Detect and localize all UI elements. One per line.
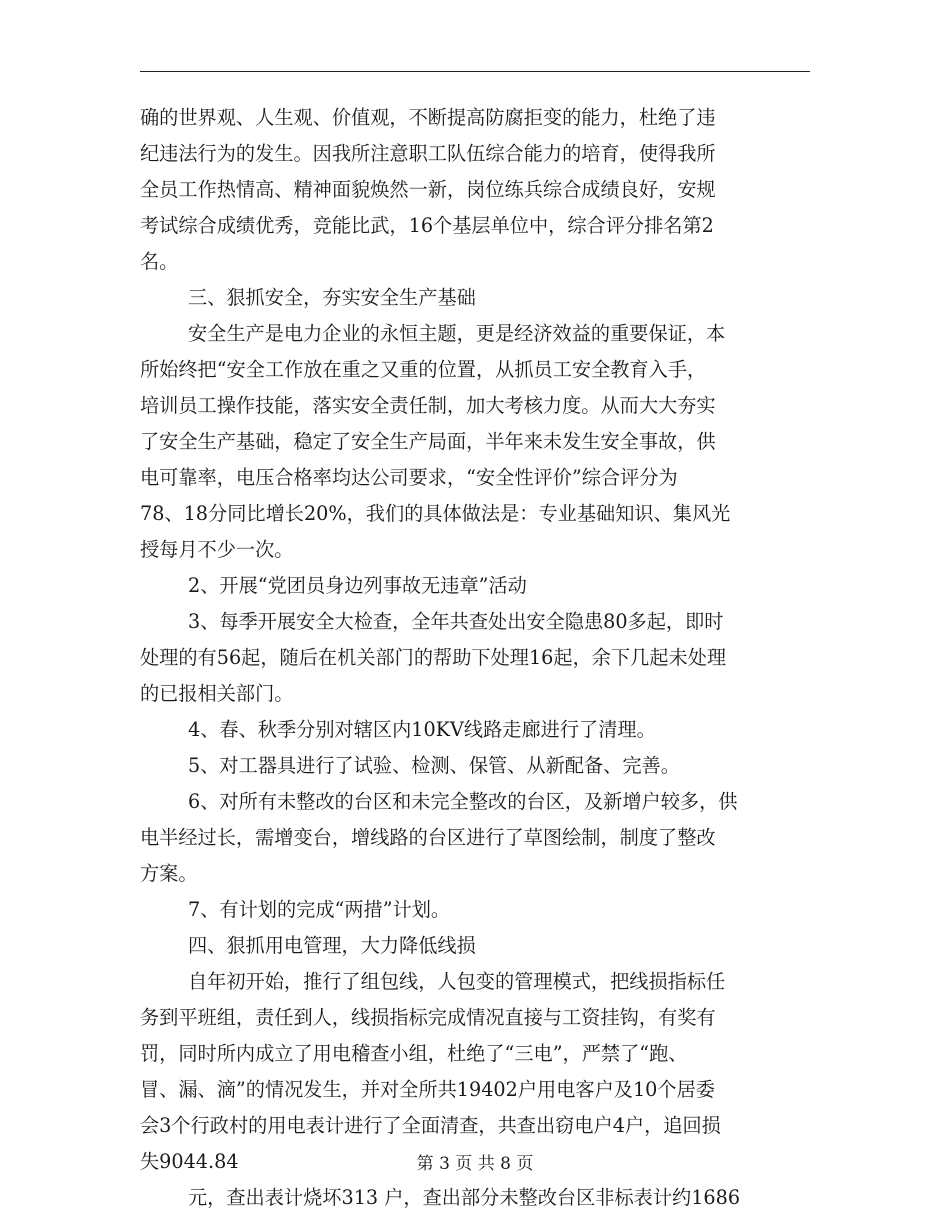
- text-line: 纪违法行为的发生。因我所注意职工队伍综合能力的培育，使得我所: [140, 142, 716, 165]
- text-line: 四、狠抓用电管理，大力降低线损: [188, 934, 476, 957]
- text-line: 的已报相关部门。: [140, 682, 294, 705]
- text-line: 三、狠抓安全，夯实安全生产基础: [188, 286, 476, 309]
- text-line: 电可靠率，电压合格率均达公司要求，“安全性评价”综合评分为: [140, 466, 678, 489]
- text-line: 确的世界观、人生观、价值观，不断提高防腐拒变的能力，杜绝了违: [140, 106, 716, 129]
- text-line: 3、每季开展安全大检查，全年共查处出安全隐患80多起，即时: [188, 610, 724, 633]
- text-line: 电半经过长，需增变台，增线路的台区进行了草图绘制，制度了整改: [140, 826, 716, 849]
- text-line: 会3个行政村的用电表计进行了全面清查，共查出窃电户4户，追回损: [140, 1114, 721, 1137]
- text-line: 自年初开始，推行了组包线，人包变的管理模式，把线损指标任: [188, 970, 726, 993]
- text-line: 考试综合成绩优秀，竞能比武，16个基层单位中，综合评分排名第2: [140, 214, 714, 237]
- text-line: 7、有计划的完成“两措”计划。: [188, 898, 451, 921]
- text-line: 方案。: [140, 862, 198, 885]
- text-line: 失9044.84: [140, 1150, 239, 1173]
- text-line: 授每月不少一次。: [140, 538, 294, 561]
- text-line: 了安全生产基础，稳定了安全生产局面，半年来未发生安全事故，供: [140, 430, 716, 453]
- text-line: 培训员工操作技能，落实安全责任制，加大考核力度。从而大大夯实: [140, 394, 716, 417]
- text-line: 元，查出表计烧坏313 户，查出部分未整改台区非标表计约1686: [188, 1186, 741, 1209]
- document-body: [140, 100, 810, 1216]
- text-line: 安全生产是电力企业的永恒主题，更是经济效益的重要保证，本: [188, 322, 726, 345]
- text-line: 78、18分同比增长20%，我们的具体做法是：专业基础知识、集风光: [140, 502, 731, 525]
- page-footer: 第 3 页 共 8 页: [416, 1154, 534, 1174]
- text-line: 5、对工器具进行了试验、检测、保管、从新配备、完善。: [188, 754, 680, 777]
- text-line: 名。: [140, 250, 179, 273]
- text-line: 冒、漏、滴”的情况发生，并对全所共19402户用电客户及10个居委: [140, 1078, 715, 1101]
- text-line: 6、对所有未整改的台区和未完全整改的台区，及新增户较多，供: [188, 790, 738, 813]
- text-line: 务到平班组，责任到人，线损指标完成情况直接与工资挂钩，有奖有: [140, 1006, 716, 1029]
- text-line: 处理的有56起，随后在机关部门的帮助下处理16起，余下几起未处理: [140, 646, 727, 669]
- text-line: 所始终把“安全工作放在重之又重的位置，从抓员工安全教育入手，: [140, 358, 707, 381]
- text-line: 全员工作热情高、精神面貌焕然一新，岗位练兵综合成绩良好，安规: [140, 178, 716, 201]
- header-rule: [140, 71, 810, 72]
- text-line: 罚，同时所内成立了用电稽查小组，杜绝了“三电”，严禁了“跑、: [140, 1042, 688, 1065]
- text-line: 4、春、秋季分别对辖区内10KV线路走廊进行了清理。: [188, 718, 656, 741]
- text-line: 2、开展“党团员身边列事故无违章”活动: [188, 574, 527, 597]
